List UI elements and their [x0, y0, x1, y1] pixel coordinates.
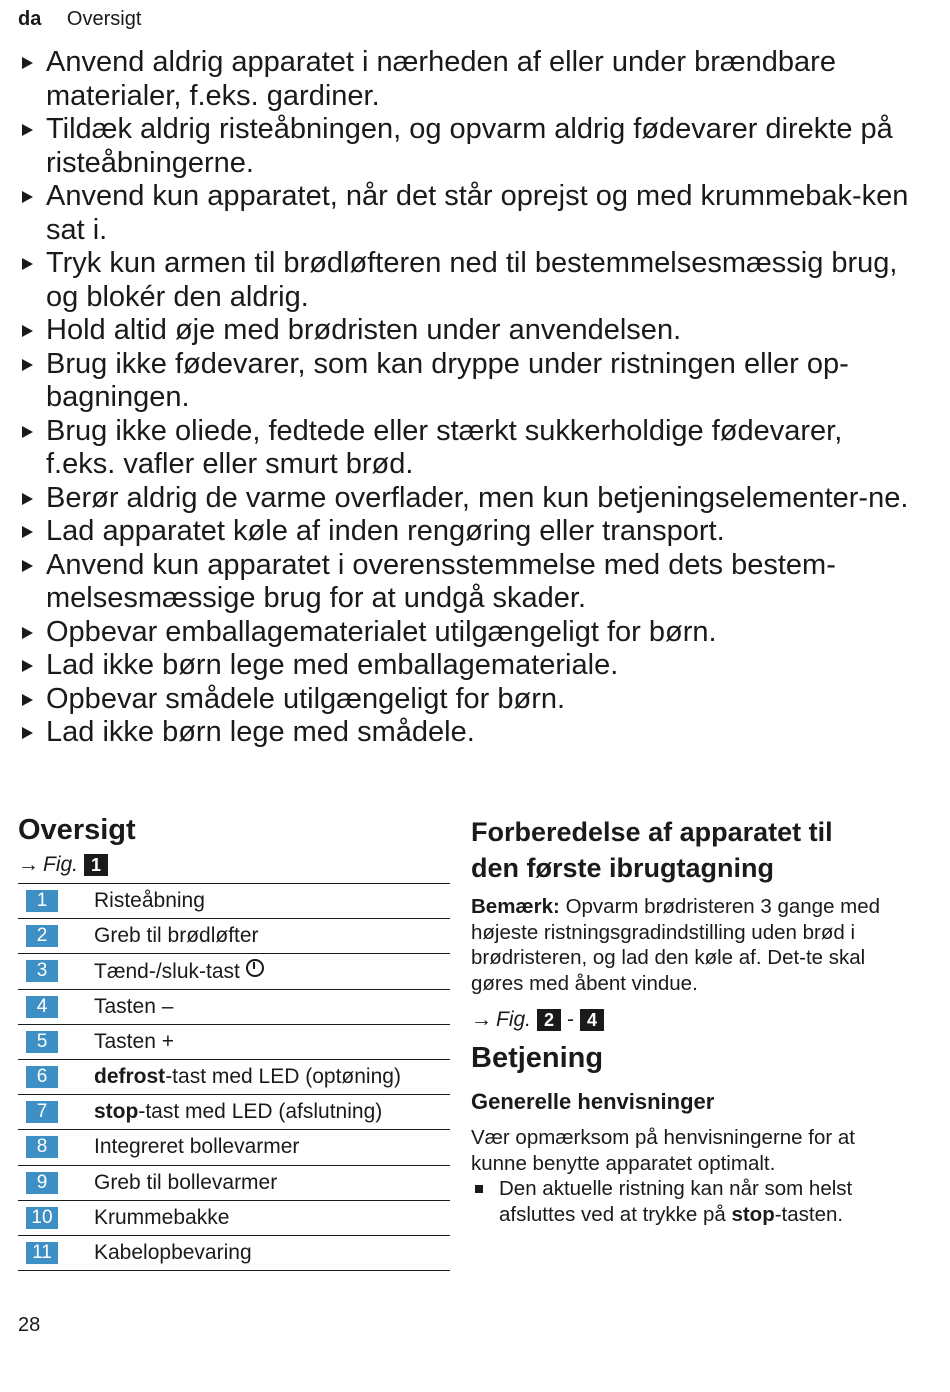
fig-number: 1 — [84, 854, 108, 876]
fig-range-dash: - — [567, 1008, 575, 1031]
part-number-badge: 5 — [26, 1031, 58, 1053]
part-row — [18, 1095, 450, 1130]
part-number-badge: 6 — [26, 1066, 58, 1088]
triangle-bullet-icon — [22, 727, 33, 739]
warning-text: Opbevar smådele utilgængeligt for børn. — [46, 682, 566, 715]
fig-label: Fig. — [496, 1008, 532, 1031]
part-label — [94, 1171, 277, 1195]
warning-text: Tryk kun armen til brødløfteren ned til bestemmelsesmæssig brug, og blokér den aldrig. — [46, 247, 898, 313]
part-text: Tasten – — [94, 994, 174, 1018]
square-bullet-icon — [475, 1185, 483, 1193]
part-row — [18, 1166, 450, 1201]
triangle-bullet-icon — [22, 191, 33, 203]
bullet-text-pre: Den aktuelle ristning kan når som helst afsluttes ved at trykke på — [499, 1177, 853, 1226]
figure-range-reference — [471, 1008, 911, 1032]
page-number: 28 — [18, 1314, 41, 1336]
part-label — [94, 1206, 229, 1230]
language-code: da — [18, 8, 42, 30]
warning-text: Berør aldrig de varme overflader, men kun betjeningselementer-ne. — [46, 481, 909, 514]
part-row — [18, 954, 450, 989]
part-text: -tast med LED (afslutning) — [138, 1100, 383, 1124]
note-text: Opvarm brødristeren 3 gange med højeste ristningsgradindstilling uden brød i brødristeren, og lad den køle af. Det-te skal gøres med åbent vindue. — [471, 895, 881, 995]
warning-item — [18, 348, 918, 415]
part-text: -tast med LED (optøning) — [165, 1065, 401, 1089]
part-number-badge: 11 — [26, 1242, 58, 1264]
note-label: Bemærk: — [471, 895, 560, 918]
part-row — [18, 884, 450, 919]
warning-item — [18, 180, 918, 247]
triangle-bullet-icon — [22, 560, 33, 572]
part-label — [94, 959, 264, 984]
part-number-badge: 3 — [26, 960, 58, 982]
part-row — [18, 1025, 450, 1060]
triangle-bullet-icon — [22, 57, 33, 69]
part-key-name: defrost — [94, 1065, 166, 1089]
part-row — [18, 1130, 450, 1165]
stop-key-name: stop — [731, 1202, 775, 1226]
part-label — [94, 1135, 299, 1159]
part-key-name: stop — [94, 1100, 139, 1124]
preparation-heading-line1: Forberedelse af apparatet til — [471, 817, 833, 847]
preparation-heading — [471, 814, 911, 886]
header-section-title: Oversigt — [66, 8, 142, 30]
triangle-bullet-icon — [22, 426, 33, 438]
part-text: Risteåbning — [94, 889, 205, 913]
warning-text: Lad ikke børn lege med smådele. — [46, 716, 475, 748]
triangle-bullet-icon — [22, 526, 33, 538]
part-label — [94, 1030, 174, 1054]
overview-heading: Oversigt — [18, 814, 136, 846]
general-notes-subheading: Generelle henvisninger — [471, 1089, 715, 1114]
triangle-bullet-icon — [22, 325, 33, 337]
part-number-badge: 9 — [26, 1172, 58, 1194]
arrow-icon: → — [18, 853, 39, 876]
warning-text: Tildæk aldrig risteåbningen, og opvarm aldrig fødevarer direkte på risteåbningerne. — [46, 113, 893, 179]
warning-text: Brug ikke fødevarer, som kan dryppe under ristningen eller op-bagningen. — [46, 347, 849, 413]
triangle-bullet-icon — [22, 493, 33, 505]
triangle-bullet-icon — [22, 359, 33, 371]
fig-number-to: 4 — [580, 1009, 604, 1031]
warning-item — [18, 415, 918, 482]
warning-item — [18, 649, 918, 683]
part-text: Kabelopbevaring — [94, 1240, 252, 1264]
warning-text: Opbevar emballagematerialet utilgængeligt for børn. — [46, 615, 717, 648]
part-number-badge: 1 — [26, 890, 58, 912]
triangle-bullet-icon — [22, 694, 33, 706]
bullet-text-post: -tasten. — [774, 1202, 844, 1226]
part-text: Tænd-/sluk-tast — [94, 959, 240, 983]
page-header — [18, 8, 141, 31]
warning-text: Lad apparatet køle af inden rengøring eller transport. — [46, 515, 725, 547]
bullet-item — [471, 1176, 911, 1227]
figure-reference — [18, 853, 450, 877]
warning-item — [18, 314, 918, 348]
preparation-heading-line2: den første ibrugtagning — [471, 853, 774, 883]
warning-text: Anvend kun apparatet, når det står oprejst og med krummebak-ken sat i. — [46, 180, 909, 246]
part-row — [18, 1060, 450, 1095]
arrow-icon: → — [471, 1008, 492, 1031]
part-text: Krummebakke — [94, 1205, 230, 1229]
warning-text: Hold altid øje med brødristen under anvendelsen. — [46, 314, 682, 346]
warning-item — [18, 247, 918, 314]
triangle-bullet-icon — [22, 124, 33, 136]
preparation-note — [471, 894, 911, 996]
power-icon — [246, 959, 264, 977]
warning-item — [18, 46, 918, 113]
part-text: Greb til brødløfter — [94, 924, 259, 948]
triangle-bullet-icon — [22, 258, 33, 270]
warning-item — [18, 549, 918, 616]
parts-table — [18, 883, 450, 1271]
safety-warning-list — [18, 46, 918, 750]
triangle-bullet-icon — [22, 660, 33, 672]
part-row — [18, 1236, 450, 1271]
triangle-bullet-icon — [22, 627, 33, 639]
warning-item — [18, 683, 918, 717]
part-text: Greb til bollevarmer — [94, 1170, 278, 1194]
part-label — [94, 1065, 401, 1089]
warning-item — [18, 515, 918, 549]
part-number-badge: 2 — [26, 925, 58, 947]
part-number-badge: 10 — [26, 1207, 58, 1229]
part-text: Integreret bollevarmer — [94, 1135, 300, 1159]
warning-item — [18, 113, 918, 180]
part-label — [94, 1241, 252, 1265]
warning-text: Anvend aldrig apparatet i nærheden af eller under brændbare materialer, f.eks. gardiner. — [46, 46, 836, 112]
part-number-badge: 8 — [26, 1136, 58, 1158]
warning-text: Anvend kun apparatet i overensstemmelse med dets bestem-melsesmæssige brug for at undgå skader. — [46, 548, 836, 614]
warning-item — [18, 616, 918, 650]
part-label — [94, 995, 173, 1019]
fig-label: Fig. — [43, 853, 79, 876]
operation-heading: Betjening — [471, 1042, 604, 1074]
warning-text: Lad ikke børn lege med emballagemateriale. — [46, 649, 619, 681]
part-label — [94, 924, 259, 948]
fig-number-from: 2 — [537, 1009, 561, 1031]
part-number-badge: 4 — [26, 996, 58, 1018]
warning-item — [18, 716, 918, 750]
part-row — [18, 919, 450, 954]
part-text: Tasten + — [94, 1029, 174, 1053]
warning-item — [18, 482, 918, 516]
part-row — [18, 1201, 450, 1236]
preparation-section — [471, 814, 911, 1227]
warning-text: Brug ikke oliede, fedtede eller stærkt sukkerholdige fødevarer, f.eks. vafler eller smurt brød. — [46, 414, 843, 480]
part-label — [94, 889, 205, 913]
part-number-badge: 7 — [26, 1101, 58, 1123]
overview-section — [18, 814, 450, 1271]
part-label — [94, 1100, 382, 1124]
part-row — [18, 990, 450, 1025]
general-notes-intro: Vær opmærksom på henvisningerne for at kunne benytte apparatet optimalt. — [471, 1126, 855, 1175]
